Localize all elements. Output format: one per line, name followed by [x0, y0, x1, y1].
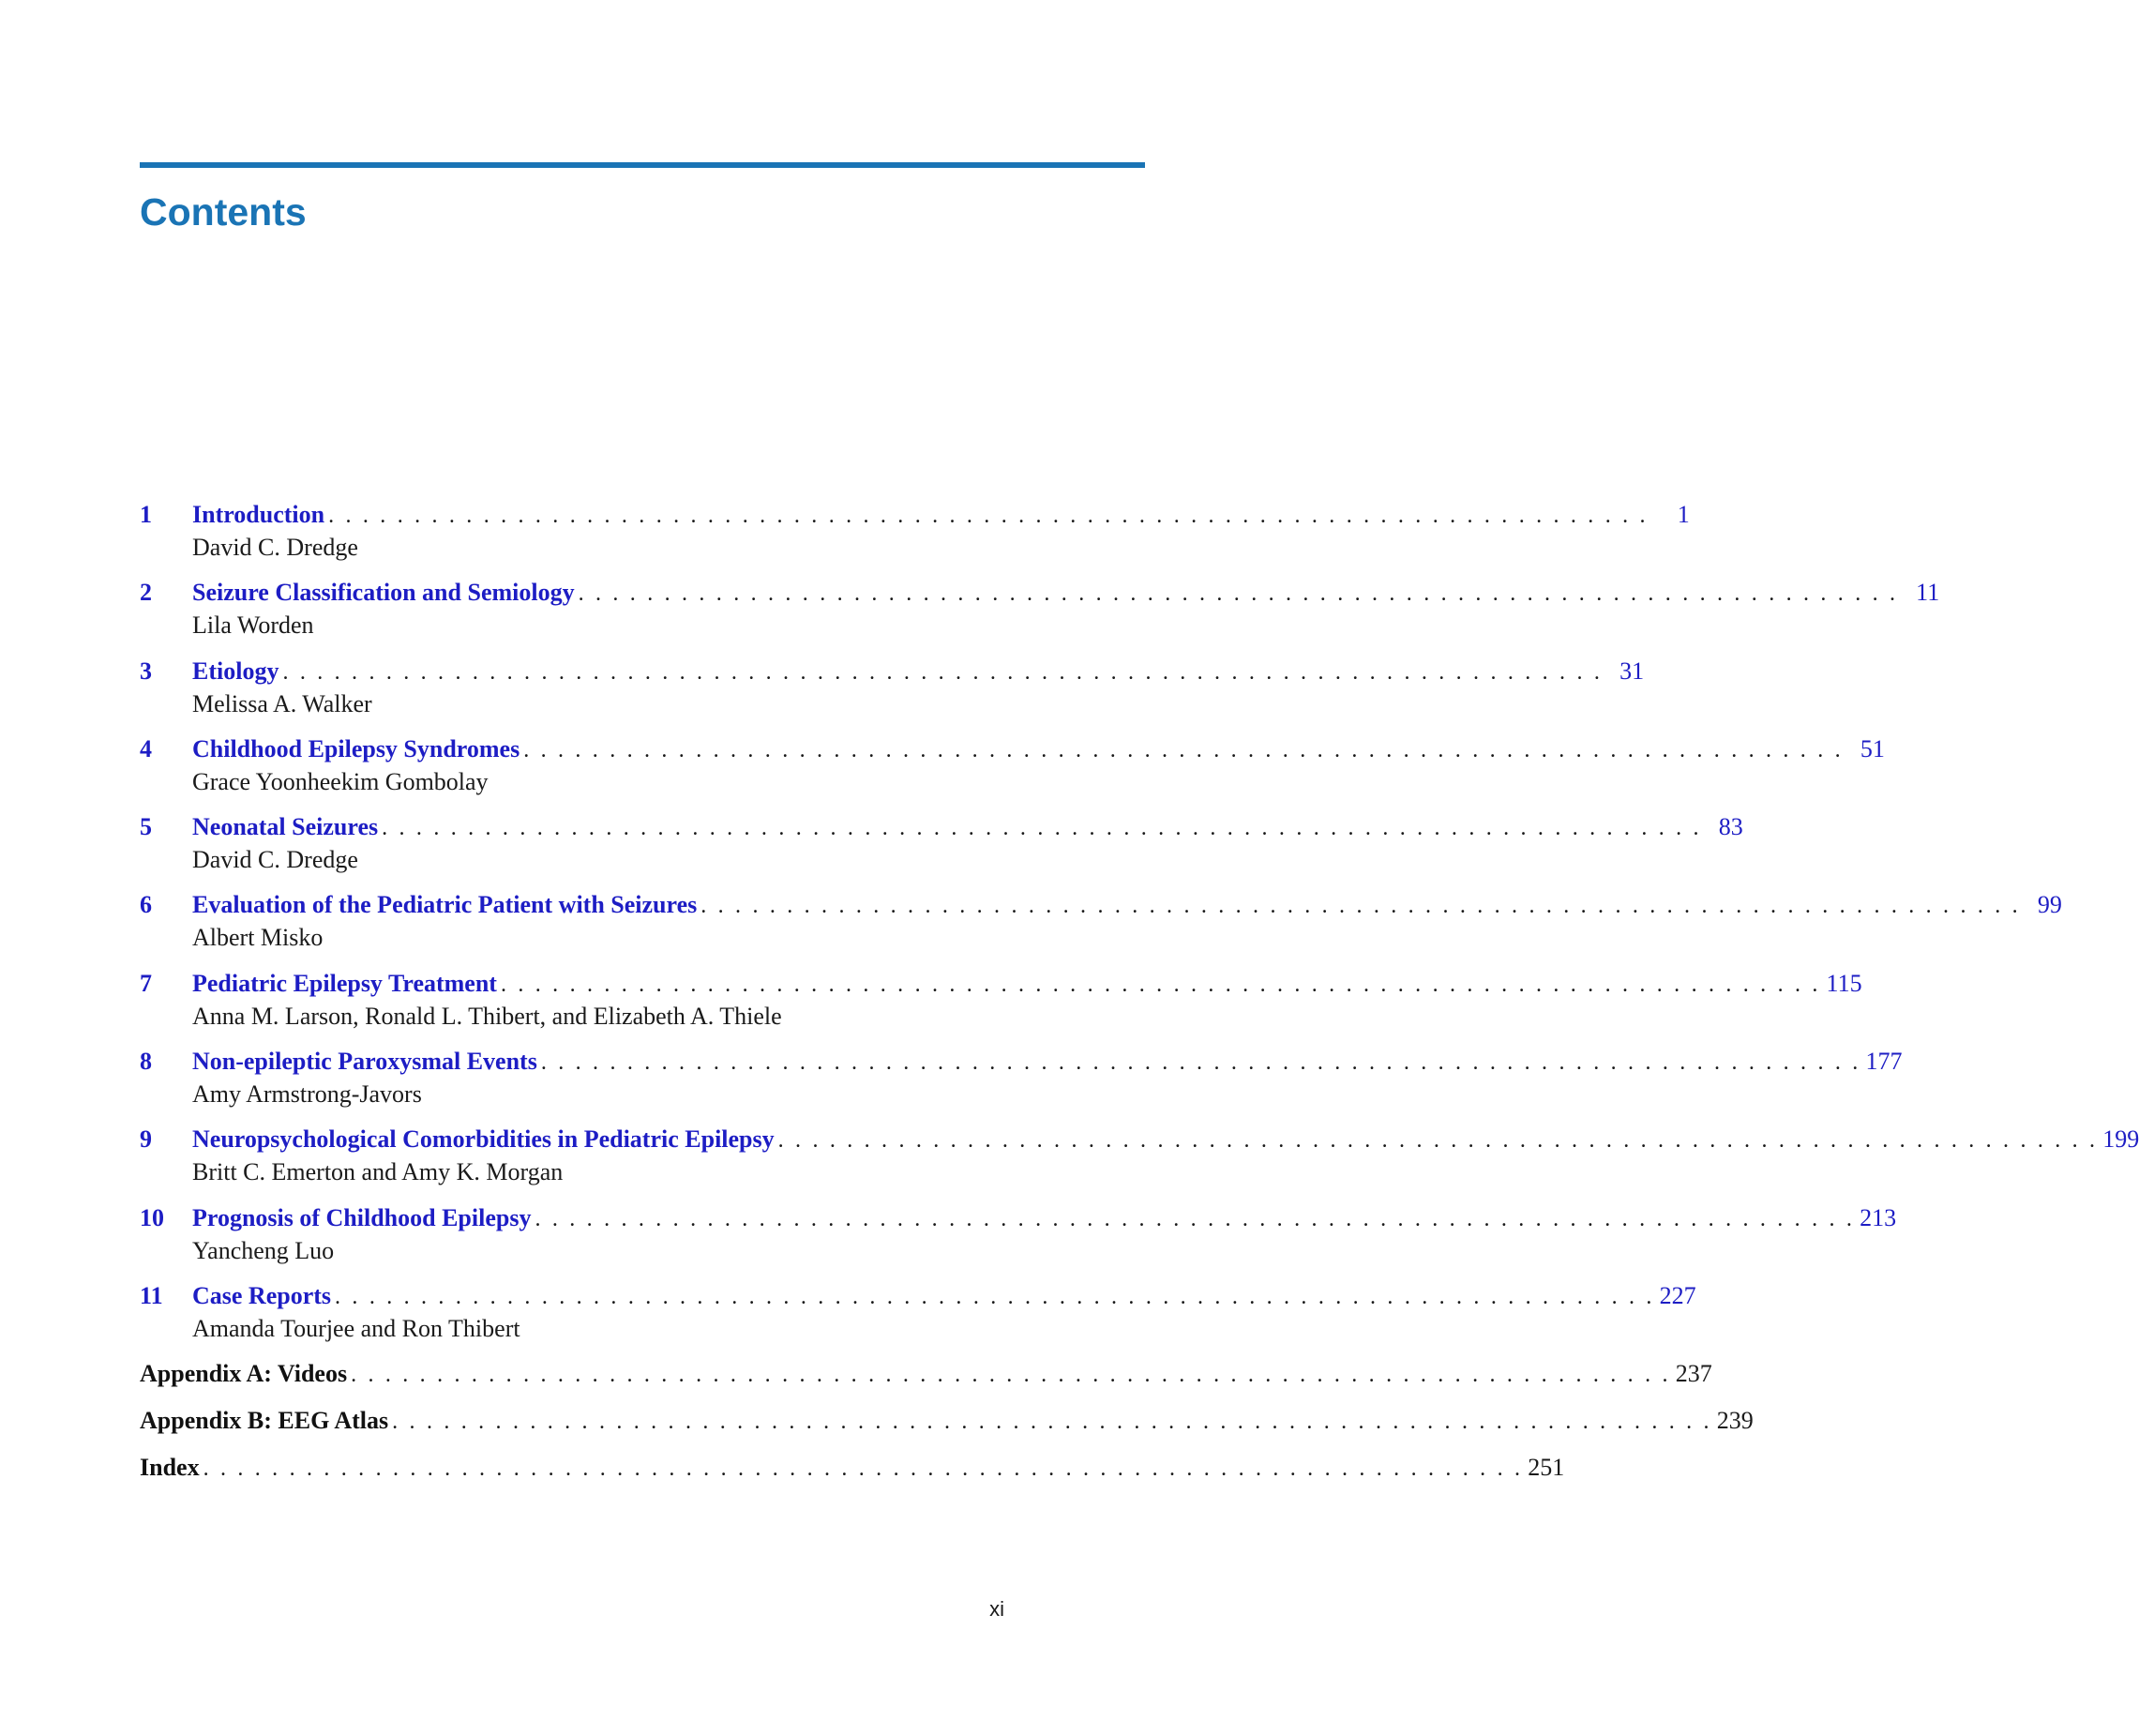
chapter-title-link[interactable]: Non-epileptic Paroxysmal Events: [192, 1048, 537, 1076]
chapter-title-link[interactable]: Evaluation of the Pediatric Patient with Seizures: [192, 891, 698, 919]
page-number-link[interactable]: 1: [1677, 501, 1690, 528]
page-number-link[interactable]: 213: [1860, 1203, 1897, 1231]
chapter-authors: Anna M. Larson, Ronald L. Thibert, and Elizabeth A. Thiele: [192, 1002, 782, 1030]
table-of-contents: [140, 499, 2139, 1499]
page-number[interactable]: 251: [1528, 1454, 1565, 1482]
page-number-link[interactable]: 115: [1826, 969, 1862, 997]
page-number-link[interactable]: 11: [1916, 579, 1940, 607]
chapter-number: 8: [140, 1048, 152, 1076]
toc-entry-chapter-6[interactable]: [140, 889, 2062, 967]
page-title: Contents: [140, 190, 307, 234]
chapter-title-link[interactable]: Pediatric Epilepsy Treatment: [192, 969, 497, 997]
toc-entry-chapter-5[interactable]: [140, 811, 1743, 889]
dot-leader: . . . . . . . . . . . . . . . . . . . . . . . . . . . . . . . . . . . . . . . . . . . . . . . . . . . . . . . . . . . . . . . . . . . . . . . . . . . . .: [500, 972, 1821, 997]
chapter-title-link[interactable]: Etiology: [192, 657, 279, 685]
page-number[interactable]: 239: [1716, 1407, 1754, 1435]
toc-entry-appendix-a[interactable]: [140, 1358, 1712, 1405]
dot-leader: . . . . . . . . . . . . . . . . . . . . . . . . . . . . . . . . . . . . . . . . . . . . . . . . . . . . . . . . . . . . . . . . . . . . . . . . . . . . .: [203, 1457, 1524, 1482]
dot-leader: . . . . . . . . . . . . . . . . . . . . . . . . . . . . . . . . . . . . . . . . . . . . . . . . . . . . . . . . . . . . . . . . . . . . . . . . . . . . .: [392, 1410, 1712, 1435]
toc-entry-index[interactable]: [140, 1452, 1565, 1499]
dot-leader: . . . . . . . . . . . . . . . . . . . . . . . . . . . . . . . . . . . . . . . . . . . . . . . . . . . . . . . . . . . . . . . . . . . . . . . . . . . . .: [328, 504, 1649, 528]
page-number-link[interactable]: 99: [2037, 891, 2062, 919]
page-number-link[interactable]: 51: [1860, 734, 1885, 762]
dot-leader: . . . . . . . . . . . . . . . . . . . . . . . . . . . . . . . . . . . . . . . . . . . . . . . . . . . . . . . . . . . . . . . . . . . . . . . . . . . . .: [578, 581, 1899, 607]
chapter-title-link[interactable]: Case Reports: [192, 1281, 332, 1309]
page-number-link[interactable]: 199: [2102, 1125, 2139, 1154]
chapter-authors: Grace Yoonheekim Gombolay: [192, 767, 489, 795]
dot-leader: . . . . . . . . . . . . . . . . . . . . . . . . . . . . . . . . . . . . . . . . . . . . . . . . . . . . . . . . . . . . . . . . . . . . . . . . . . . . .: [700, 894, 2021, 919]
toc-entry-chapter-4[interactable]: [140, 733, 1885, 811]
chapter-title-link[interactable]: Introduction: [192, 501, 325, 528]
dot-leader: . . . . . . . . . . . . . . . . . . . . . . . . . . . . . . . . . . . . . . . . . . . . . . . . . . . . . . . . . . . . . . . . . . . . . . . . . . . . .: [282, 659, 1604, 685]
chapter-title-link[interactable]: Seizure Classification and Semiology: [192, 579, 575, 607]
dot-leader: . . . . . . . . . . . . . . . . . . . . . . . . . . . . . . . . . . . . . . . . . . . . . . . . . . . . . . . . . . . . . . . . . . . . . . . . . . . . .: [777, 1128, 2099, 1154]
toc-entry-chapter-11[interactable]: [140, 1280, 1696, 1358]
chapter-authors: Amy Armstrong-Javors: [192, 1080, 422, 1109]
toc-entry-chapter-9[interactable]: [140, 1124, 2139, 1201]
chapter-title-link[interactable]: Neonatal Seizures: [192, 813, 379, 841]
page-number-link[interactable]: 227: [1659, 1281, 1696, 1309]
toc-entry-appendix-b[interactable]: [140, 1405, 1754, 1452]
chapter-number: 5: [140, 813, 152, 841]
chapter-number: 6: [140, 891, 152, 919]
chapter-number: 4: [140, 734, 152, 762]
chapter-title-link[interactable]: Neuropsychological Comorbidities in Pediatric Epilepsy: [192, 1125, 775, 1154]
chapter-number: 10: [140, 1203, 164, 1231]
chapter-number: 3: [140, 657, 152, 685]
chapter-authors: Britt C. Emerton and Amy K. Morgan: [192, 1158, 564, 1186]
chapter-title-link[interactable]: Childhood Epilepsy Syndromes: [192, 734, 520, 762]
chapter-authors: Albert Misko: [192, 924, 324, 952]
chapter-number: 2: [140, 579, 152, 607]
chapter-number: 7: [140, 969, 152, 997]
toc-entry-chapter-1[interactable]: [140, 499, 1690, 577]
toc-entry-chapter-3[interactable]: [140, 656, 1645, 733]
toc-entry-chapter-8[interactable]: [140, 1046, 1903, 1124]
dot-leader: . . . . . . . . . . . . . . . . . . . . . . . . . . . . . . . . . . . . . . . . . . . . . . . . . . . . . . . . . . . . . . . . . . . . . . . . . . . . .: [335, 1284, 1655, 1309]
chapter-title-link[interactable]: Prognosis of Childhood Epilepsy: [192, 1203, 532, 1231]
toc-entry-chapter-10[interactable]: [140, 1202, 1897, 1280]
toc-entry-chapter-2[interactable]: [140, 577, 1940, 655]
page-number-link[interactable]: 83: [1718, 813, 1743, 841]
chapter-authors: Amanda Tourjee and Ron Thibert: [192, 1314, 520, 1342]
dot-leader: . . . . . . . . . . . . . . . . . . . . . . . . . . . . . . . . . . . . . . . . . . . . . . . . . . . . . . . . . . . . . . . . . . . . . . . . . . . . .: [382, 816, 1702, 841]
page-folio: xi: [989, 1597, 1004, 1621]
dot-leader: . . . . . . . . . . . . . . . . . . . . . . . . . . . . . . . . . . . . . . . . . . . . . . . . . . . . . . . . . . . . . . . . . . . . . . . . . . . . .: [351, 1363, 1671, 1388]
header-rule: [140, 162, 1145, 168]
toc-entry-chapter-7[interactable]: [140, 968, 1862, 1046]
chapter-number: 9: [140, 1125, 152, 1154]
index-title[interactable]: Index: [140, 1454, 200, 1482]
chapter-authors: David C. Dredge: [192, 846, 358, 874]
chapter-authors: Melissa A. Walker: [192, 689, 372, 717]
dot-leader: . . . . . . . . . . . . . . . . . . . . . . . . . . . . . . . . . . . . . . . . . . . . . . . . . . . . . . . . . . . . . . . . . . . . . . . . . . . . .: [535, 1206, 1856, 1231]
dot-leader: . . . . . . . . . . . . . . . . . . . . . . . . . . . . . . . . . . . . . . . . . . . . . . . . . . . . . . . . . . . . . . . . . . . . . . . . . . . . .: [523, 737, 1844, 762]
page-number-link[interactable]: 31: [1619, 657, 1645, 685]
chapter-number: 11: [140, 1281, 163, 1309]
page-number-link[interactable]: 177: [1865, 1048, 1903, 1076]
dot-leader: . . . . . . . . . . . . . . . . . . . . . . . . . . . . . . . . . . . . . . . . . . . . . . . . . . . . . . . . . . . . . . . . . . . . . . . . . . . . .: [540, 1050, 1861, 1076]
appendix-title[interactable]: Appendix B: EEG Atlas: [140, 1407, 389, 1435]
page-number[interactable]: 237: [1675, 1360, 1712, 1388]
chapter-authors: David C. Dredge: [192, 534, 358, 561]
appendix-title[interactable]: Appendix A: Videos: [140, 1360, 348, 1388]
chapter-number: 1: [140, 501, 152, 528]
chapter-authors: Lila Worden: [192, 611, 314, 640]
chapter-authors: Yancheng Luo: [192, 1236, 335, 1264]
